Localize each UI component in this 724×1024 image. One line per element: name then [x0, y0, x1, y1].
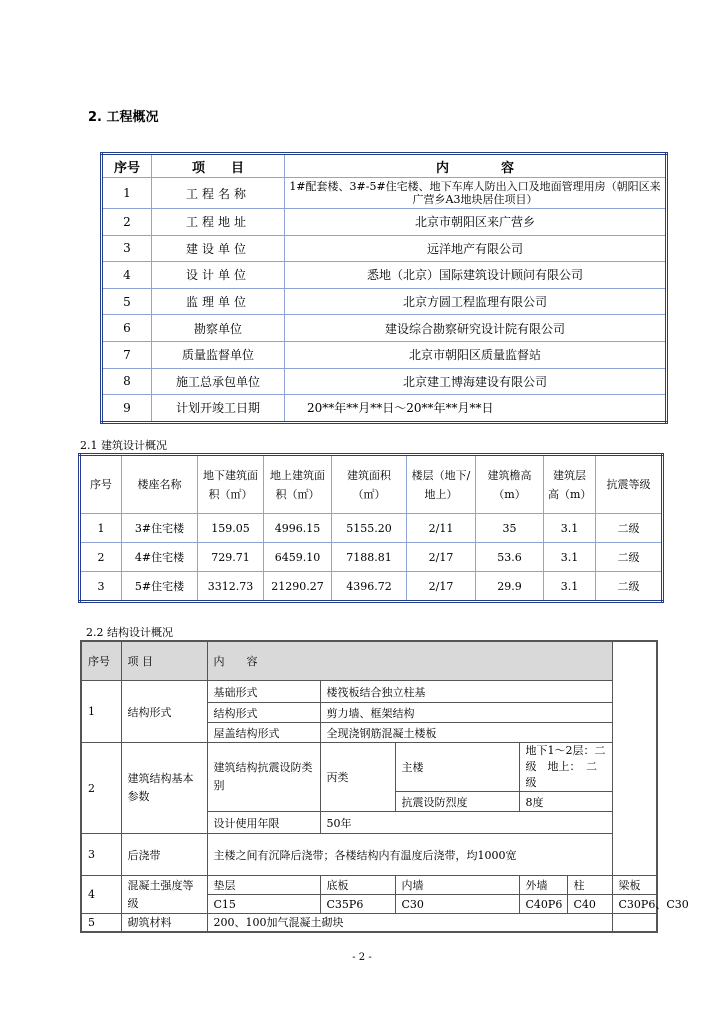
cell: 二级	[596, 514, 663, 543]
col-header: 建筑层高（m）	[544, 455, 596, 514]
cell: 3	[80, 572, 122, 602]
cell: 29.9	[476, 572, 544, 602]
row-no: 2	[102, 209, 152, 236]
row-content: 1#配套楼、3#-5#住宅楼、地下车库人防出入口及地面管理用房（朝阳区来广营乡A3地块居住项目）	[285, 178, 667, 209]
row-content: 20**年**月**日～20**年**月**日	[285, 395, 667, 423]
cell: 3.1	[544, 572, 596, 602]
header-item: 项 目	[121, 641, 207, 681]
cell: 二级	[596, 572, 663, 602]
row-content: 主楼之间有沉降后浇带；各楼结构内有温度后浇带，均1000宽	[207, 834, 612, 876]
cell: 35	[476, 514, 544, 543]
concrete-grade: C30P6、C30	[612, 895, 657, 914]
architecture-table	[78, 453, 664, 603]
struct-key: 基础形式	[207, 681, 320, 703]
concrete-part: 底板	[320, 876, 395, 895]
seismic-category-value: 丙类	[320, 743, 395, 812]
row-no: 7	[102, 341, 152, 368]
concrete-part: 外墙	[519, 876, 567, 895]
cell: 7188.81	[332, 543, 407, 572]
cell: 159.05	[198, 514, 264, 543]
struct-value: 楼筏板结合独立柱基	[320, 681, 612, 703]
seismic-category-key: 建筑结构抗震设防类别	[207, 743, 320, 812]
col-header: 序号	[80, 455, 122, 514]
row-content: 远洋地产有限公司	[285, 235, 667, 262]
subsection-title: 2.1 建筑设计概况	[80, 439, 167, 452]
main-building: 主楼	[395, 743, 519, 792]
cell: 6459.10	[264, 543, 332, 572]
cell: 5#住宅楼	[122, 572, 198, 602]
project-overview-table	[100, 152, 668, 424]
row-item: 监理单位	[152, 288, 285, 315]
row-no: 5	[102, 288, 152, 315]
cell: 3312.73	[198, 572, 264, 602]
row-no: 9	[102, 395, 152, 423]
cell: 4996.15	[264, 514, 332, 543]
concrete-part: 梁板	[612, 876, 657, 895]
cell: 2/11	[407, 514, 476, 543]
cell: 2/17	[407, 572, 476, 602]
subsection-title: 2.2 结构设计概况	[86, 626, 173, 639]
intensity-key: 抗震设防烈度	[395, 792, 519, 812]
cell: 3.1	[544, 543, 596, 572]
service-life-value: 50年	[320, 812, 612, 834]
cell: 2	[80, 543, 122, 572]
row-item: 工程名称	[152, 178, 285, 209]
col-header: 抗震等级	[596, 455, 663, 514]
cell: 1	[80, 514, 122, 543]
row-item: 设计单位	[152, 262, 285, 289]
col-header: 楼座名称	[122, 455, 198, 514]
struct-value: 剪力墙、框架结构	[320, 703, 612, 723]
struct-key: 屋盖结构形式	[207, 723, 320, 743]
cell: 3.1	[544, 514, 596, 543]
header-content: 内 容	[207, 641, 612, 681]
row-item: 建筑结构基本参数	[121, 743, 207, 834]
cell: 4#住宅楼	[122, 543, 198, 572]
row-no: 2	[81, 743, 121, 834]
col-header: 地上建筑面积（㎡）	[264, 455, 332, 514]
row-content: 200、100加气混凝土砌块	[207, 914, 612, 932]
section-title: 2. 工程概况	[88, 110, 159, 125]
cell: 21290.27	[264, 572, 332, 602]
service-life-key: 设计使用年限	[207, 812, 320, 834]
row-content: 北京建工博海建设有限公司	[285, 368, 667, 395]
row-content: 北京市朝阳区来广营乡	[285, 209, 667, 236]
concrete-grade: C35P6	[320, 895, 395, 914]
row-no: 3	[81, 834, 121, 876]
row-item: 计划开竣工日期	[152, 395, 285, 423]
concrete-part: 垫层	[207, 876, 320, 895]
concrete-part: 内墙	[395, 876, 519, 895]
cell: 5155.20	[332, 514, 407, 543]
col-header: 楼层（地下/地上）	[407, 455, 476, 514]
cell: 2/17	[407, 543, 476, 572]
intensity-value: 8度	[519, 792, 612, 812]
row-content: 悉地（北京）国际建筑设计顾问有限公司	[285, 262, 667, 289]
concrete-grade: C15	[207, 895, 320, 914]
row-no: 4	[81, 876, 121, 914]
row-no: 3	[102, 235, 152, 262]
struct-key: 结构形式	[207, 703, 320, 723]
row-item: 施工总承包单位	[152, 368, 285, 395]
row-item: 砌筑材料	[121, 914, 207, 932]
row-item: 建设单位	[152, 235, 285, 262]
cell: 4396.72	[332, 572, 407, 602]
row-no: 6	[102, 315, 152, 342]
header-no: 序号	[102, 154, 152, 178]
row-item: 结构形式	[121, 681, 207, 743]
header-no: 序号	[81, 641, 121, 681]
row-content: 北京市朝阳区质量监督站	[285, 341, 667, 368]
cell: 53.6	[476, 543, 544, 572]
col-header: 建筑檐高（m）	[476, 455, 544, 514]
row-item: 勘察单位	[152, 315, 285, 342]
row-content: 北京方圆工程监理有限公司	[285, 288, 667, 315]
col-header: 建筑面积（㎡）	[332, 455, 407, 514]
col-header: 地下建筑面积（㎡）	[198, 455, 264, 514]
concrete-grade: C30	[395, 895, 519, 914]
row-item: 后浇带	[121, 834, 207, 876]
header-content: 内 容	[285, 154, 667, 178]
row-item: 工程地址	[152, 209, 285, 236]
header-item: 项 目	[152, 154, 285, 178]
concrete-grade: C40	[567, 895, 612, 914]
row-item: 质量监督单位	[152, 341, 285, 368]
row-no: 1	[81, 681, 121, 743]
row-content: 建设综合勘察研究设计院有限公司	[285, 315, 667, 342]
structure-table	[80, 640, 689, 933]
struct-value: 全现浇钢筋混凝土楼板	[320, 723, 612, 743]
seismic-grade: 地下1～2层：二级 地上： 二级	[519, 743, 612, 792]
page-number: - 2 -	[352, 952, 372, 963]
cell: 729.71	[198, 543, 264, 572]
row-no: 5	[81, 914, 121, 932]
concrete-grade: C40P6	[519, 895, 567, 914]
row-no: 4	[102, 262, 152, 289]
row-no: 1	[102, 178, 152, 209]
cell: 3#住宅楼	[122, 514, 198, 543]
row-item: 混凝土强度等级	[121, 876, 207, 914]
concrete-part: 柱	[567, 876, 612, 895]
cell: 二级	[596, 543, 663, 572]
row-no: 8	[102, 368, 152, 395]
